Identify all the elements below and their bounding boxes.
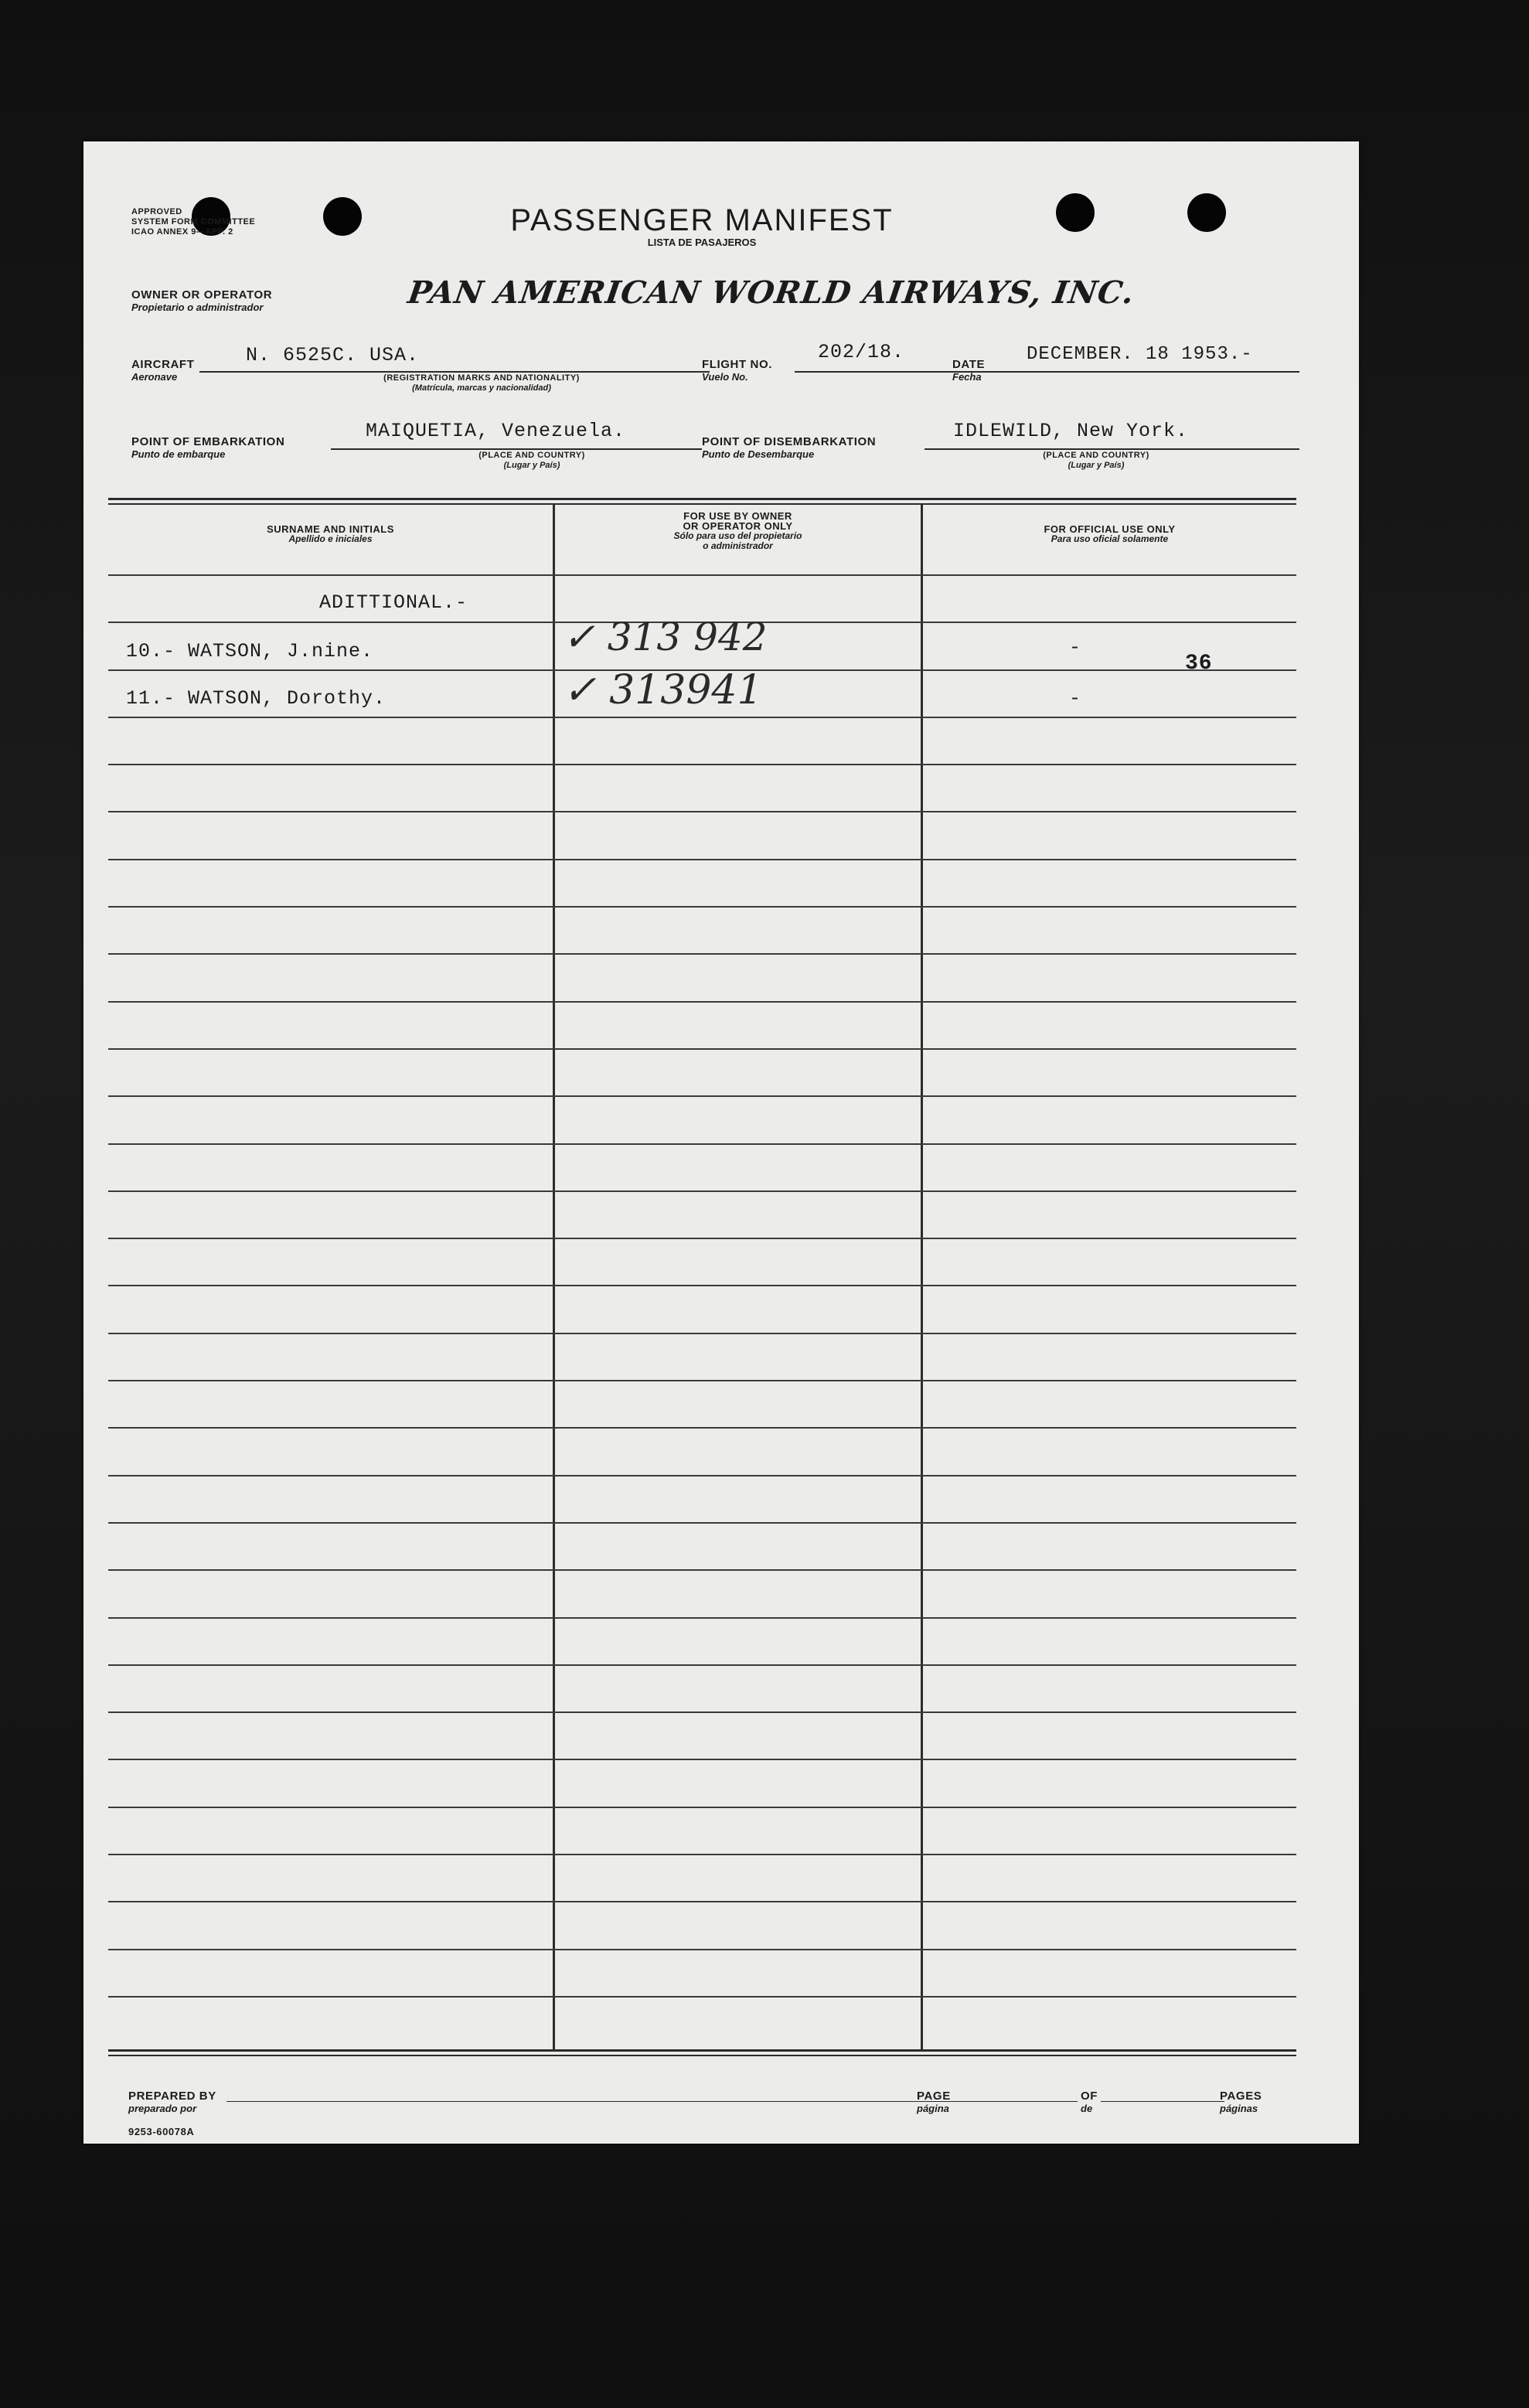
table-row-rule <box>108 1427 1296 1429</box>
disembark-label: POINT OF DISEMBARKATION <box>702 435 877 448</box>
table-row-rule <box>108 1333 1296 1334</box>
embark-label: POINT OF EMBARKATION <box>131 435 285 448</box>
row-11-owner-mark: ✓ 313941 <box>563 667 763 714</box>
prepared-underline <box>226 2101 999 2102</box>
col3-header-label-es: Para uso oficial solamente <box>1051 533 1169 544</box>
date-label-block <box>952 358 985 383</box>
date-label: DATE <box>952 358 986 371</box>
disembark-note: (PLACE AND COUNTRY) <box>1043 451 1149 460</box>
col2-header-line2: OR OPERATOR ONLY <box>683 520 793 532</box>
aircraft-value: N. 6525C. USA. <box>246 344 420 366</box>
table-row-rule <box>108 906 1296 908</box>
column-divider-2 <box>921 503 923 2049</box>
prepared-label: PREPARED BY <box>128 2090 216 2103</box>
col1-header-label-es: Apellido e iniciales <box>288 533 373 544</box>
date-underline <box>994 371 1299 373</box>
col2-header <box>555 511 921 551</box>
table-top-rule-2 <box>108 503 1296 505</box>
aircraft-label-block <box>131 358 194 383</box>
aircraft-note: (REGISTRATION MARKS AND NATIONALITY) <box>383 373 580 383</box>
aircraft-label-es: Aeronave <box>131 371 178 383</box>
approval-block <box>131 207 255 237</box>
table-row-rule <box>108 953 1296 955</box>
embark-value: MAIQUETIA, Venezuela. <box>366 420 626 442</box>
of-block <box>1081 2090 1098 2114</box>
punch-hole-right-1 <box>1056 193 1095 232</box>
table-row-rule <box>108 1901 1296 1902</box>
col3-header <box>923 524 1296 544</box>
table-top-rule <box>108 498 1296 500</box>
embark-note: (PLACE AND COUNTRY) <box>478 451 585 460</box>
page-label: PAGE <box>917 2090 951 2103</box>
table-row-rule <box>108 1285 1296 1286</box>
aircraft-label: AIRCRAFT <box>131 358 195 371</box>
pages-label-es: páginas <box>1220 2103 1258 2114</box>
table-row-rule <box>108 1807 1296 1808</box>
of-underline <box>1101 2101 1224 2102</box>
table-row-rule <box>108 574 1296 576</box>
page-title-es: LISTA DE PASAJEROS <box>647 237 757 248</box>
date-value: DECEMBER. 18 1953.- <box>1027 344 1253 365</box>
date-label-es: Fecha <box>952 371 982 383</box>
table-row-rule <box>108 859 1296 860</box>
table-row-rule <box>108 1759 1296 1760</box>
table-row-rule <box>108 1522 1296 1524</box>
col2-header-line1: FOR USE BY OWNER <box>683 510 792 522</box>
embark-note-block <box>431 451 632 471</box>
table-row-rule <box>108 1854 1296 1855</box>
prepared-block <box>128 2090 216 2114</box>
table-row-rule <box>108 717 1296 718</box>
owner-label: OWNER OR OPERATOR <box>131 288 273 301</box>
embark-label-es: Punto de embarque <box>131 448 226 460</box>
aircraft-underline <box>199 371 710 373</box>
column-divider-1 <box>553 503 555 2049</box>
row-11-name: 11.- WATSON, Dorothy. <box>126 687 387 710</box>
embark-label-block <box>131 435 284 460</box>
of-label-es: de <box>1081 2103 1093 2114</box>
section-label: ADITTIONAL.- <box>319 591 468 614</box>
title-block <box>470 203 934 248</box>
row-10-number: 36 <box>1185 652 1213 676</box>
disembark-underline <box>925 448 1299 450</box>
col2-header-es1: Sólo para uso del propietario <box>673 530 802 541</box>
table-row-rule <box>108 1238 1296 1239</box>
disembark-value: IDLEWILD, New York. <box>953 420 1189 442</box>
row-10-owner-mark: ✓ 313 942 <box>563 615 768 659</box>
approval-line-2: SYSTEM FORM COMMITTEE <box>131 217 256 226</box>
approval-line-3: ICAO ANNEX 9—APP. 2 <box>131 227 233 237</box>
table-row-rule <box>108 1711 1296 1713</box>
of-label: OF <box>1081 2090 1098 2103</box>
table-row-rule <box>108 1095 1296 1097</box>
table-row-rule <box>108 1048 1296 1050</box>
flight-underline <box>795 371 1019 373</box>
table-row-rule <box>108 1949 1296 1950</box>
owner-value: PAN AMERICAN WORLD AIRWAYS, INC. <box>405 274 1137 311</box>
page-title: PASSENGER MANIFEST <box>510 203 894 237</box>
table-row-rule <box>108 764 1296 765</box>
flight-value: 202/18. <box>818 341 905 363</box>
page-block <box>917 2090 951 2114</box>
table-row-rule <box>108 1664 1296 1666</box>
table-bottom-rule-2 <box>108 2055 1296 2056</box>
owner-label-es: Propietario o administrador <box>131 301 264 313</box>
table-row-rule <box>108 1475 1296 1476</box>
row-10-name: 10.- WATSON, J.nine. <box>126 640 374 662</box>
table-row-rule <box>108 1617 1296 1619</box>
pages-label: PAGES <box>1220 2090 1262 2103</box>
col1-header-label: SURNAME AND INITIALS <box>267 523 394 535</box>
manifest-sheet <box>83 141 1359 2144</box>
table-row-rule <box>108 1001 1296 1003</box>
table-bottom-rule <box>108 2049 1296 2052</box>
embark-note-es: (Lugar y País) <box>503 461 560 470</box>
table-row-rule <box>108 1996 1296 1998</box>
table-row-rule <box>108 1569 1296 1571</box>
col3-header-label: FOR OFFICIAL USE ONLY <box>1044 523 1176 535</box>
pages-block <box>1220 2090 1262 2114</box>
prepared-label-es: preparado por <box>128 2103 197 2114</box>
row-10-official: - <box>1069 636 1082 659</box>
approval-line-1: APPROVED <box>131 207 182 216</box>
disembark-note-es: (Lugar y País) <box>1068 461 1125 470</box>
aircraft-note-block <box>331 373 632 393</box>
table-row-rule <box>108 1143 1296 1145</box>
disembark-label-block <box>702 435 876 460</box>
flight-label-block <box>702 358 772 383</box>
col1-header <box>108 524 553 544</box>
table-row-rule <box>108 1380 1296 1381</box>
embark-underline <box>331 448 702 450</box>
col2-header-es2: o administrador <box>703 540 773 551</box>
form-number: 9253-60078A <box>128 2126 195 2137</box>
aircraft-note-es: (Matrícula, marcas y nacionalidad) <box>412 383 551 393</box>
punch-hole-right-2 <box>1187 193 1226 232</box>
disembark-note-block <box>996 451 1197 471</box>
flight-label-es: Vuelo No. <box>702 371 748 383</box>
disembark-label-es: Punto de Desembarque <box>702 448 815 460</box>
punch-hole-left-2 <box>323 197 362 236</box>
owner-label-block <box>131 288 272 313</box>
table-row-rule <box>108 1190 1296 1192</box>
flight-label: FLIGHT NO. <box>702 358 772 371</box>
page-label-es: página <box>917 2103 949 2114</box>
page-underline <box>954 2101 1078 2102</box>
row-11-official: - <box>1069 687 1082 710</box>
table-row-rule <box>108 811 1296 812</box>
